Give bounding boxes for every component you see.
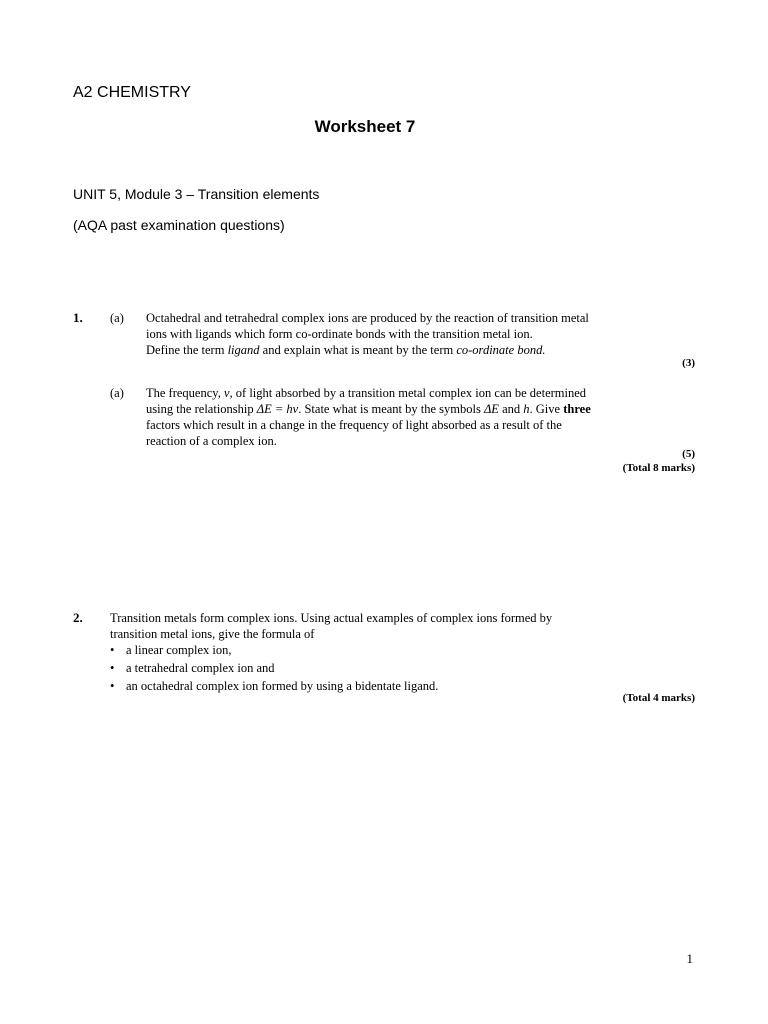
q1-p2-line3: factors which result in a change in the frequency of light absorbed as a result of the xyxy=(146,418,562,432)
equation-delta-e: ΔE = hν xyxy=(256,402,299,416)
q1-p2-line1: The frequency, ν, of light absorbed by a transition metal complex ion can be determined xyxy=(146,386,587,400)
page-number: 1 xyxy=(686,951,693,966)
list-item: • a tetrahedral complex ion and xyxy=(110,660,710,676)
course-title: A2 CHEMISTRY xyxy=(73,84,191,101)
question-1-part-2-text xyxy=(146,385,706,449)
question-2-total-marks: (Total 4 marks) xyxy=(622,692,695,704)
question-1-part-2-marks: (5) xyxy=(682,448,695,460)
question-1-part-1-text xyxy=(146,310,706,358)
term-coordinate-bond: co-ordinate bond. xyxy=(456,343,546,357)
q2-line1: Transition metals form complex ions. Using actual examples of complex ions formed by xyxy=(110,611,553,625)
q1-p1-line2: ions with ligands which form co-ordinate bonds with the transition metal ion. xyxy=(146,327,533,341)
question-1-part-1-marks: (3) xyxy=(682,357,695,369)
question-1-part-2-label: (a) xyxy=(110,386,124,400)
q2-bullet-list xyxy=(110,642,710,694)
list-item: • an octahedral complex ion formed by using a bidentate ligand. xyxy=(110,678,710,694)
list-item: • a linear complex ion, xyxy=(110,642,710,658)
question-1-part-1-label: (a) xyxy=(110,311,124,325)
source-note: (AQA past examination questions) xyxy=(73,217,285,233)
term-ligand: ligand xyxy=(227,343,260,357)
q1-p2-line2: using the relationship ΔE = hν. State what is meant by the symbols ΔE and h. Give three xyxy=(146,402,591,416)
unit-heading: UNIT 5, Module 3 – Transition elements xyxy=(73,186,320,202)
question-2-text xyxy=(110,610,710,696)
question-2-number: 2. xyxy=(73,610,83,625)
question-1-number: 1. xyxy=(73,310,83,325)
q1-p1-line3: Define the term ligand and explain what is meant by the term co-ordinate bond. xyxy=(146,343,546,357)
q1-p1-line1: Octahedral and tetrahedral complex ions are produced by the reaction of transition metal xyxy=(146,311,589,325)
question-1-total-marks: (Total 8 marks) xyxy=(622,462,695,474)
q1-p2-line4: reaction of a complex ion. xyxy=(146,434,277,448)
worksheet-title: Worksheet 7 xyxy=(314,117,416,136)
q2-line2: transition metal ions, give the formula of xyxy=(110,627,315,641)
